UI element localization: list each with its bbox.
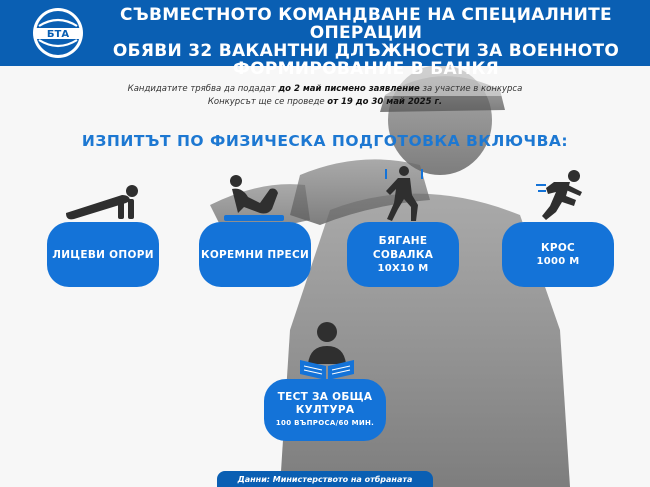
exercise-situps [199,222,311,287]
culture-test-line-2: КУЛТУРА [295,404,355,416]
reader-icon [298,320,356,382]
title-line-2: ОБЯВИ 32 ВАКАНТНИ ДЛЪЖНОСТИ ЗА ВОЕННОТО [112,41,620,61]
shuttle-run-icon [384,165,424,223]
source-note: Данни: Министерството на отбраната [217,471,433,487]
culture-test [264,379,386,441]
intro-line-1: Кандидатите трябва да подадат до 2 май писмено заявление за участие в конкурса [127,84,523,94]
page-title [92,6,640,78]
situp-icon [222,173,286,223]
logo-text: БТА [46,29,70,40]
exercise-label: БЯГАНЕ СОВАЛКА [372,234,434,261]
culture-test-detail: 100 ВЪПРОСА/60 МИН. [275,419,375,427]
runner-icon [536,170,586,222]
exercise-pushups [47,222,159,287]
intro-text [0,83,650,109]
exercise-label: КРОС [540,241,576,254]
title-line-1: СЪВМЕСТНОТО КОМАНДВАНЕ НА СПЕЦИАЛНИТЕ ОПЕРАЦИИ [120,5,612,43]
exercise-detail: 1000 М [536,255,580,267]
section-subtitle: ИЗПИТЪТ ПО ФИЗИЧЕСКА ПОДГОТОВКА ВКЛЮЧВА: [81,132,569,150]
pushup-icon [62,183,148,223]
intro-line-2: Конкурсът ще се проведе от 19 до 30 май 2025 г. [207,97,443,107]
exercise-cross-run [502,222,614,287]
header-bar [0,0,650,79]
culture-test-line-1: ТЕСТ ЗА ОБЩА [277,391,373,403]
exercise-detail: 10X10 М [377,262,429,274]
exercise-label: КОРЕМНИ ПРЕСИ [200,248,310,261]
bta-logo [30,6,86,60]
exercise-label: ЛИЦЕВИ ОПОРИ [52,248,154,261]
exercise-shuttle-run [347,222,459,287]
title-line-3: ФОРМИРОВАНИЕ В БАНКЯ [232,59,500,79]
